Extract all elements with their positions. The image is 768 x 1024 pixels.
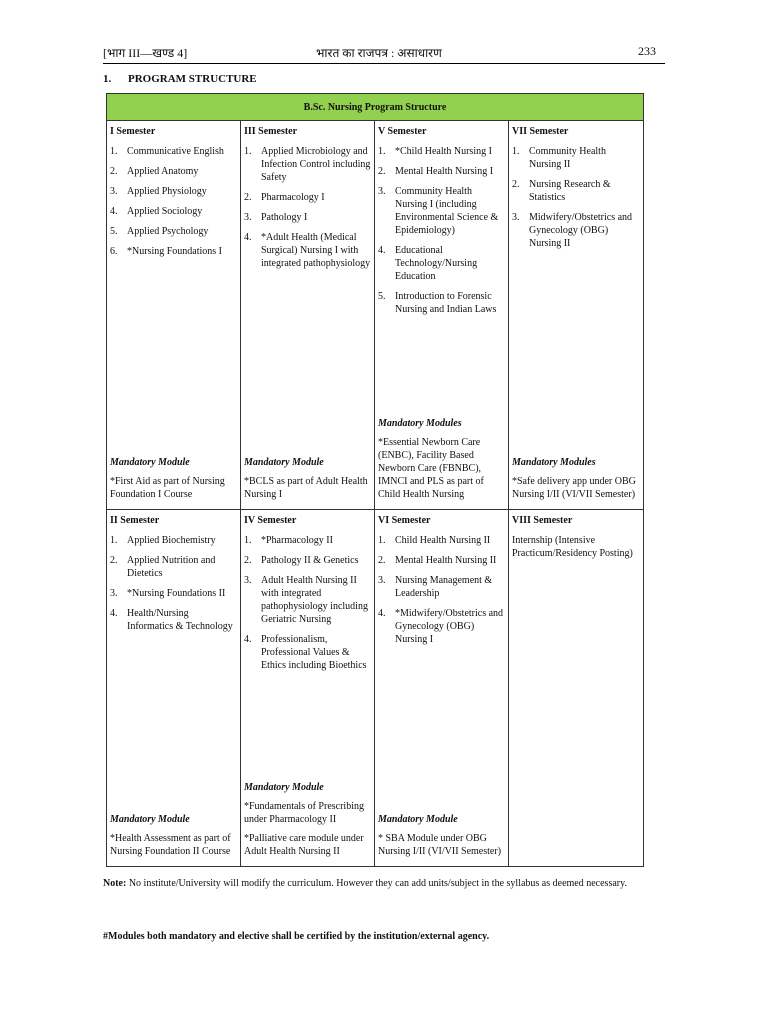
course-number: 1. — [244, 146, 252, 157]
course-item — [512, 211, 640, 250]
course-item — [244, 534, 371, 547]
course-item — [244, 554, 371, 567]
course-name: Introduction to Forensic Nursing and Indian Laws — [395, 291, 497, 315]
module-text: *Safe delivery app under OBG Nursing I/II (VI/VII Semester) — [512, 476, 636, 500]
course-name: Pathology II & Genetics — [261, 555, 359, 566]
semester-courses — [110, 125, 237, 265]
course-name: Applied Physiology — [127, 186, 207, 197]
course-item — [512, 178, 640, 204]
course-name: Applied Nutrition and Dietetics — [127, 555, 216, 579]
course-number: 2. — [110, 555, 118, 566]
course-list — [378, 145, 505, 316]
course-number: 1. — [378, 146, 386, 157]
course-item — [110, 587, 237, 600]
course-number: 1. — [110, 535, 118, 546]
course-item — [110, 205, 237, 218]
course-number: 2. — [110, 166, 118, 177]
course-name: Midwifery/Obstetrics and Gynecology (OBG) Nursing II — [529, 212, 633, 249]
module-text: *Essential Newborn Care (ENBC), Facility Based Newborn Care (FBNBC), IMNCI and PLS as part of Child Health Nursing — [378, 437, 484, 500]
course-item — [110, 245, 237, 258]
course-item — [244, 211, 371, 224]
course-name: *Pharmacology II — [261, 535, 333, 546]
course-list — [110, 534, 237, 633]
semester-title: II Semester — [110, 515, 160, 526]
course-number: 2. — [244, 555, 252, 566]
note-label: Note: — [103, 878, 127, 889]
module-heading: Mandatory Module — [110, 457, 190, 468]
course-number: 4. — [110, 608, 118, 619]
semester-cell — [375, 121, 509, 510]
course-number: 4. — [110, 206, 118, 217]
mandatory-modules — [110, 813, 237, 864]
program-structure-table — [106, 93, 644, 867]
module-heading: Mandatory Module — [110, 814, 190, 825]
semester-title: IV Semester — [244, 515, 297, 526]
course-number: 4. — [378, 608, 386, 619]
semester-title: VIII Semester — [512, 515, 573, 526]
mandatory-modules — [378, 813, 505, 864]
module-text: *First Aid as part of Nursing Foundation I Course — [110, 476, 225, 500]
course-name: Applied Biochemistry — [127, 535, 216, 546]
semester-courses — [512, 514, 640, 560]
semester-title: III Semester — [244, 126, 298, 137]
course-item — [378, 290, 505, 316]
course-number: 1. — [512, 146, 520, 157]
course-item — [244, 633, 371, 672]
semester-courses — [378, 514, 505, 653]
section-heading — [103, 73, 257, 85]
course-item — [244, 191, 371, 204]
course-item — [110, 534, 237, 547]
course-item — [378, 185, 505, 237]
module-heading: Mandatory Modules — [512, 457, 596, 468]
course-number: 3. — [244, 212, 252, 223]
page-number: 233 — [638, 44, 656, 58]
semester-courses — [244, 514, 371, 679]
semester-title: I Semester — [110, 126, 156, 137]
course-list — [378, 534, 505, 646]
semester-courses — [512, 125, 640, 257]
modules-footnote: #Modules both mandatory and elective shall be certified by the institution/external agency. — [103, 931, 490, 942]
course-name: *Child Health Nursing I — [395, 146, 492, 157]
note-text: No institute/University will modify the curriculum. However they can add units/subject in the syllabus as deemed necessary. — [126, 878, 627, 889]
course-name: Mental Health Nursing II — [395, 555, 497, 566]
course-name: Pharmacology I — [261, 192, 325, 203]
course-number: 1. — [244, 535, 252, 546]
course-item — [244, 231, 371, 270]
module-text: *BCLS as part of Adult Health Nursing I — [244, 476, 368, 500]
course-item — [378, 244, 505, 283]
mandatory-modules — [244, 781, 371, 864]
course-item — [110, 145, 237, 158]
course-name: *Nursing Foundations I — [127, 246, 222, 257]
course-item — [378, 607, 505, 646]
course-number: 3. — [244, 575, 252, 586]
course-item — [378, 145, 505, 158]
semester-courses — [244, 125, 371, 277]
course-item — [378, 554, 505, 567]
module-heading: Mandatory Module — [244, 782, 324, 793]
course-name: Adult Health Nursing II with integrated pathophysiology including Geriatric Nursing — [261, 575, 368, 625]
semester-title: V Semester — [378, 126, 427, 137]
course-name: Applied Psychology — [127, 226, 209, 237]
course-name: *Nursing Foundations II — [127, 588, 226, 599]
course-item — [512, 145, 640, 171]
course-name: Mental Health Nursing I — [395, 166, 494, 177]
course-item — [110, 225, 237, 238]
semester-cell — [107, 510, 241, 867]
course-number: 3. — [378, 186, 386, 197]
course-name: *Midwifery/Obstetrics and Gynecology (OBG) Nursing I — [395, 608, 504, 645]
semester-cell — [509, 510, 644, 867]
course-list — [110, 145, 237, 258]
semester-courses — [378, 125, 505, 323]
header-part-section: [भाग III—खण्ड 4] — [103, 46, 188, 60]
semester-content — [110, 514, 237, 864]
course-number: 1. — [378, 535, 386, 546]
mandatory-modules — [378, 417, 505, 507]
semester-content — [512, 514, 640, 864]
semester-cell — [241, 510, 375, 867]
course-number: 3. — [110, 186, 118, 197]
course-number: 2. — [244, 192, 252, 203]
mandatory-modules — [110, 456, 237, 507]
module-text: *Health Assessment as part of Nursing Foundation II Course — [110, 833, 231, 857]
course-number: 4. — [244, 232, 252, 243]
semester-cell — [509, 121, 644, 510]
table-title: B.Sc. Nursing Program Structure — [107, 94, 644, 121]
module-text: * SBA Module under OBG Nursing I/II (VI/VII Semester) — [378, 833, 502, 857]
course-number: 5. — [378, 291, 386, 302]
course-number: 2. — [378, 166, 386, 177]
course-name: Applied Sociology — [127, 206, 203, 217]
course-number: 3. — [378, 575, 386, 586]
semester-content — [512, 125, 640, 507]
course-name: Educational Technology/Nursing Education — [395, 245, 478, 282]
course-item — [378, 534, 505, 547]
course-name: Health/Nursing Informatics & Technology — [127, 608, 233, 632]
course-item — [378, 574, 505, 600]
course-item — [110, 607, 237, 633]
semester-title: VII Semester — [512, 126, 569, 137]
course-item — [110, 165, 237, 178]
course-number: 4. — [378, 245, 386, 256]
course-number: 5. — [110, 226, 118, 237]
module-heading: Mandatory Module — [244, 457, 324, 468]
course-name: Child Health Nursing II — [395, 535, 491, 546]
module-heading: Mandatory Module — [378, 814, 458, 825]
course-name: Nursing Management & Leadership — [395, 575, 493, 599]
course-name: Applied Microbiology and Infection Control including Safety — [261, 146, 371, 183]
course-list — [512, 145, 640, 250]
course-number: 6. — [110, 246, 118, 257]
course-number: 1. — [110, 146, 118, 157]
course-list — [244, 534, 371, 672]
semester-cell — [241, 121, 375, 510]
semester-content — [244, 514, 371, 864]
course-number: 3. — [512, 212, 520, 223]
semester-cell — [375, 510, 509, 867]
course-item — [378, 165, 505, 178]
course-name: Pathology I — [261, 212, 308, 223]
course-name: Community Health Nursing II — [529, 146, 606, 170]
course-name: Professionalism, Professional Values & Ethics including Bioethics — [261, 634, 367, 671]
course-name: Communicative English — [127, 146, 224, 157]
semester-cell — [107, 121, 241, 510]
course-item — [110, 554, 237, 580]
module-text: *Palliative care module under Adult Health Nursing II — [244, 833, 364, 857]
semester-content — [244, 125, 371, 507]
course-number: 3. — [110, 588, 118, 599]
section-title: PROGRAM STRUCTURE — [128, 73, 257, 85]
note-paragraph — [103, 877, 665, 890]
internship-text: Internship (Intensive Practicum/Residency Posting) — [512, 535, 633, 559]
module-heading: Mandatory Modules — [378, 418, 462, 429]
course-name: Nursing Research & Statistics — [529, 179, 611, 203]
semester-content — [378, 514, 505, 864]
course-item — [244, 574, 371, 626]
semester-title: VI Semester — [378, 515, 431, 526]
course-number: 4. — [244, 634, 252, 645]
header-gazette-title: भारत का राजपत्र : असाधारण — [316, 46, 442, 60]
semester-content — [378, 125, 505, 507]
mandatory-modules — [244, 456, 371, 507]
course-number: 2. — [512, 179, 520, 190]
semester-courses — [110, 514, 237, 640]
course-name: Community Health Nursing I (including Environmental Science & Epidemiology) — [395, 186, 499, 236]
semester-content — [110, 125, 237, 507]
course-name: *Adult Health (Medical Surgical) Nursing I with integrated pathophysiology — [261, 232, 371, 269]
course-list — [244, 145, 371, 270]
mandatory-modules — [512, 456, 640, 507]
course-number: 2. — [378, 555, 386, 566]
course-item — [244, 145, 371, 184]
section-number: 1. — [103, 73, 112, 85]
module-text: *Fundamentals of Prescribing under Pharmacology II — [244, 801, 364, 825]
header-rule — [103, 63, 665, 64]
course-item — [110, 185, 237, 198]
course-name: Applied Anatomy — [127, 166, 199, 177]
